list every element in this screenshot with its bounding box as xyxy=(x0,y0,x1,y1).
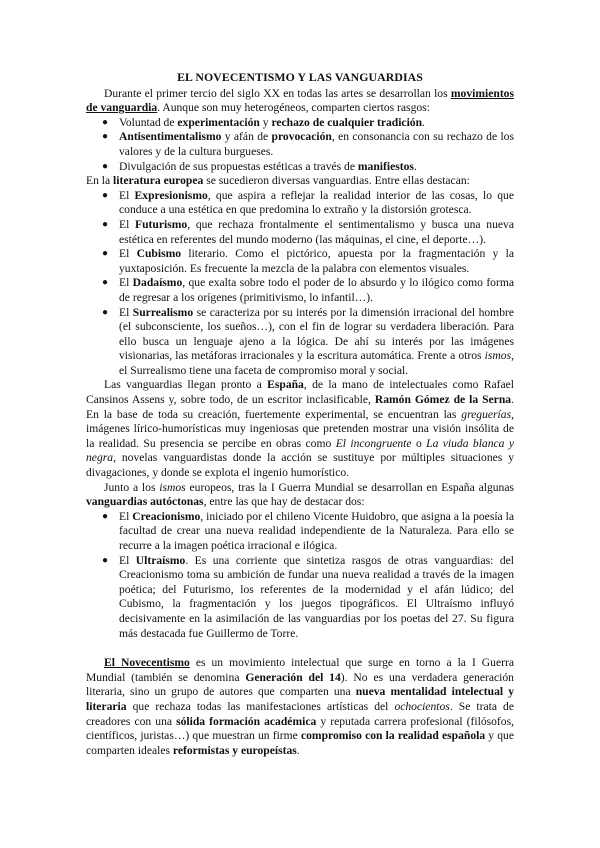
text: Divulgación de sus propuestas estéticas a través de xyxy=(119,159,358,173)
term: Ultraísmo xyxy=(135,553,186,567)
list-item xyxy=(102,305,514,379)
term: provocación xyxy=(271,130,332,144)
text: . Es una corriente que sintetiza rasgos de otras vanguardias: del Creacionismo toma su ambición de fundar una nueva realidad a través de la imagen poética; del Futurismo, los referentes de la modernidad y el afán lúdico; del Cubismo, la fragmentación y los juegos tipográficos. El Ultraísmo influyó decisivamente en la asimilación de las vanguardias por los poetas del 27. Su figura más destacada fue Guillermo de Torre. xyxy=(119,553,514,640)
text: El xyxy=(119,217,136,231)
text: , que rechaza frontalmente el sentimentalismo y busca una nueva estética en referentes del mundo moderno (las máquinas, el cine, el deporte…). xyxy=(119,217,514,246)
term: Antisentimentalismo xyxy=(119,130,222,144)
bullet-icon: ● xyxy=(102,248,109,260)
spacer xyxy=(86,641,514,656)
bullet-icon: ● xyxy=(102,131,109,143)
text: Las vanguardias llegan pronto a xyxy=(104,378,268,392)
text: En la xyxy=(86,174,114,188)
term: El Novecentismo xyxy=(104,656,190,670)
espana-paragraph xyxy=(86,378,514,480)
term: vanguardias autóctonas xyxy=(86,495,204,509)
list-item xyxy=(102,115,514,131)
text: se sucedieron diversas vanguardias. Entre ellas destacan: xyxy=(203,174,470,188)
term: manifiestos xyxy=(357,159,414,173)
list-item xyxy=(102,276,514,305)
bullet-icon: ● xyxy=(102,306,109,318)
term: Dadaísmo xyxy=(132,276,183,290)
europa-paragraph xyxy=(86,174,514,189)
term: compromiso con la realidad española xyxy=(300,729,486,743)
autoctonas-list xyxy=(86,510,514,641)
novecentismo-paragraph xyxy=(86,656,514,758)
italic-term: greguerías xyxy=(461,407,512,421)
text: , iniciado por el chileno Vicente Huidobro, que asigna a la poesía la facultad de crear una nueva realidad independiente de la Naturaleza. Para ello se recurre a la imagen poética irracional e ilógica. xyxy=(119,509,514,552)
term: reformistas y europeístas xyxy=(172,743,297,757)
text: o xyxy=(411,436,427,450)
text: . Aunque son muy heterogéneos, comparten ciertos rasgos: xyxy=(157,101,430,115)
term: nueva mentalidad intelectual y literaria xyxy=(86,685,515,713)
text: y reputada carrera profesional (filósofos, científicos, juristas…) que muestran un firme xyxy=(86,714,514,743)
bullet-icon: ● xyxy=(102,189,109,201)
term-vanguardia: movimientos de vanguardia xyxy=(86,86,514,115)
bullet-icon: ● xyxy=(102,160,109,172)
text: . xyxy=(296,743,300,757)
text: es un movimiento intelectual que surge en torno a la I Guerra Mundial (también se denomina xyxy=(86,656,514,684)
term: Cubismo xyxy=(136,247,182,261)
term: rechazo de cualquier tradición xyxy=(271,115,423,129)
text: El xyxy=(119,188,135,202)
italic-term: El incongruente xyxy=(335,436,412,450)
text: . Se trata de creadores con una xyxy=(86,699,514,728)
text: , en consonancia con su rechazo de los valores y de la cultura burgueses. xyxy=(119,130,514,158)
movimientos-list xyxy=(86,189,514,379)
bullet-icon: ● xyxy=(102,277,109,289)
text: , que exalta sobre todo el poder de lo absurdo y lo ilógico como forma de regresar a los orígenes (primitivismo, lo infantil…). xyxy=(119,276,514,304)
list-item xyxy=(102,217,514,247)
text: , novelas vanguardistas donde la acción se sustituye por múltiples situaciones y divagaciones, y donde se explota el ingenio humorístico. xyxy=(86,451,514,480)
term: Creacionismo xyxy=(132,509,201,523)
term: experimentación xyxy=(177,115,260,129)
text: Junto a los xyxy=(104,480,160,494)
text: y que comparten ideales xyxy=(86,729,514,757)
term: literatura europea xyxy=(113,174,204,188)
list-item xyxy=(102,553,514,642)
list-item xyxy=(102,188,514,218)
text: . xyxy=(413,159,417,173)
italic-term: ismos xyxy=(159,480,186,494)
text: , entre las que hay de destacar dos: xyxy=(203,495,365,509)
term: Surrealismo xyxy=(132,305,194,319)
italic-term: La viuda blanca y negra xyxy=(86,436,515,465)
bullet-icon: ● xyxy=(102,116,109,128)
term: Generación del 14 xyxy=(245,670,341,684)
text: y afán de xyxy=(221,130,272,144)
term: España xyxy=(267,378,304,392)
text: El xyxy=(119,509,133,523)
text: , de la mano de intelectuales como Rafael Cansinos Assens y, sobre todo, de un escritor inclasificable, xyxy=(86,378,514,407)
italic-term: ismos xyxy=(484,349,512,363)
text: , que aspira a reflejar la realidad interior de las cosas, lo que conduce a una estética en que predomina lo extraño y la distorsión grotesca. xyxy=(119,188,514,217)
autoctonas-paragraph xyxy=(86,481,514,510)
list-item xyxy=(102,247,514,276)
text: literario. Como el pictórico, apuesta por la fragmentación y la yuxtaposición. Es frecuente la mezcla de la palabra con elementos visuales. xyxy=(119,247,514,275)
term: Ramón Gómez de la Serna xyxy=(374,393,512,407)
text: El xyxy=(119,276,133,290)
text: que rechaza todas las manifestaciones artísticas del xyxy=(126,699,395,713)
text: se caracteriza por su interés por la dimensión irracional del hombre (el subconsciente, los sueños…), con el fin de lograr su verdadera liberación. Para ello busca un lenguaje ajeno a la lógica. De ahí su interés por las imágenes visionarias, las metáforas irracionales y la escritura automática. Frente a otros xyxy=(119,305,514,363)
text: Durante el primer tercio del siglo XX en todas las artes se desarrollan los xyxy=(104,86,451,100)
text: , el Surrealismo tiene una faceta de compromiso moral y social. xyxy=(119,349,514,377)
text: Voluntad de xyxy=(119,115,178,129)
list-item xyxy=(102,159,514,175)
term: sólida formación académica xyxy=(176,714,317,728)
bullet-icon: ● xyxy=(102,218,109,230)
text: El xyxy=(119,247,137,261)
page-title: EL NOVECENTISMO Y LAS VANGUARDIAS xyxy=(177,70,423,84)
bullet-icon: ● xyxy=(102,510,109,522)
text: . En la base de toda su creación, fuertemente experimental, se encuentran las xyxy=(86,393,514,421)
term: Futurismo xyxy=(135,217,188,231)
text: europeos, tras la I Guerra Mundial se desarrollan en España algunas xyxy=(185,480,514,494)
text: y xyxy=(259,115,272,129)
text: El xyxy=(119,305,133,319)
rasgos-list xyxy=(86,116,514,174)
text: El xyxy=(119,553,136,567)
text: . xyxy=(422,115,425,129)
list-item xyxy=(102,509,514,554)
list-item xyxy=(102,130,514,159)
italic-term: ochocientos xyxy=(394,699,450,713)
bullet-icon: ● xyxy=(102,554,109,566)
term: Expresionismo xyxy=(134,188,208,202)
text: , imágenes lírico-humorísticas muy ingeniosas que pretenden mostrar una visión insólita de la realidad. Su presencia se percibe en obras como xyxy=(86,407,514,450)
intro-paragraph xyxy=(86,87,514,116)
text: ). No es una verdadera generación literaria, sino un grupo de autores que comparten una xyxy=(86,670,514,699)
